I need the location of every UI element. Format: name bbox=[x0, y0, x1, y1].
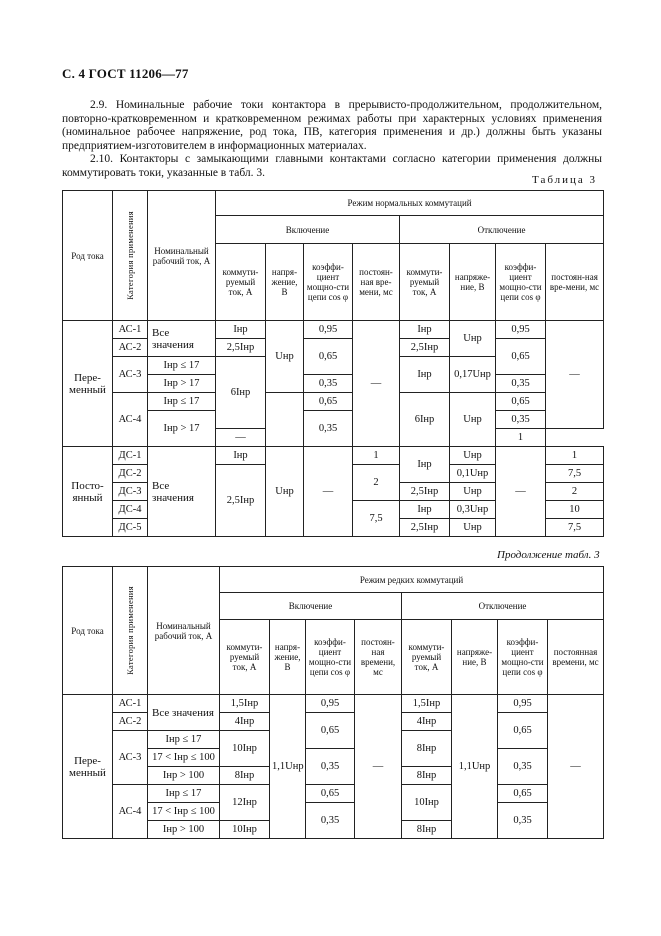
nominal-all: Все значения bbox=[148, 321, 216, 357]
cell: 8Iнр bbox=[402, 767, 452, 785]
header-mode: Режим нормальных коммутаций bbox=[216, 191, 604, 216]
cell: 17 < Iнр ≤ 100 bbox=[148, 803, 220, 821]
cat-dc4: ДС-4 bbox=[113, 501, 148, 519]
table-continuation-caption: Продолжение табл. 3 bbox=[497, 549, 600, 561]
header-category: Категория применения bbox=[113, 567, 148, 695]
cell: 10Iнр bbox=[402, 785, 452, 821]
cell: 2,5Iнр bbox=[216, 339, 266, 357]
cell: 0,35 bbox=[498, 803, 548, 839]
cell: 7,5 bbox=[353, 501, 400, 537]
table-3 bbox=[62, 190, 604, 537]
cat-dc3: ДС-3 bbox=[113, 483, 148, 501]
kind-dc: Посто-янный bbox=[63, 447, 113, 537]
cell: Uнр bbox=[266, 321, 304, 393]
cell: 0,95 bbox=[498, 695, 548, 713]
cell: Iнр bbox=[216, 321, 266, 339]
cell: Iнр ≤ 17 bbox=[148, 393, 216, 411]
cat-dc2: ДС-2 bbox=[113, 465, 148, 483]
cell: 0,35 bbox=[496, 375, 546, 393]
cell: 0,35 bbox=[304, 411, 353, 447]
cell: 10Iнр bbox=[220, 731, 270, 767]
cell: 8Iнр bbox=[402, 731, 452, 767]
body-text bbox=[62, 99, 602, 181]
cell: 0,65 bbox=[304, 393, 353, 411]
cell: 0,35 bbox=[304, 375, 353, 393]
cell: 6Iнр bbox=[216, 357, 266, 429]
header-current-kind: Род тока bbox=[63, 567, 113, 695]
header-make: Включение bbox=[216, 216, 400, 244]
cell: Iнр bbox=[216, 447, 266, 465]
header-category: Категория применения bbox=[113, 191, 148, 321]
cell: 2 bbox=[353, 465, 400, 501]
header-switched-current: коммути-руемый ток, А bbox=[220, 620, 270, 695]
cell: Uнр bbox=[450, 483, 496, 501]
cell: — bbox=[546, 321, 604, 429]
cat-ac1: АС-1 bbox=[113, 695, 148, 713]
header-time-constant: постоян-ная времени, мс bbox=[355, 620, 402, 695]
cell: Iнр > 17 bbox=[148, 375, 216, 393]
cell: 0,35 bbox=[306, 749, 355, 785]
cell: — bbox=[304, 447, 353, 537]
paragraph-2-10: 2.10. Контакторы с замыкающими главными контактами согласно категории применения должны коммутировать токи, указанные в табл. 3. bbox=[62, 153, 602, 179]
cell: 10Iнр bbox=[220, 821, 270, 839]
cell: 0,95 bbox=[306, 695, 355, 713]
cell: Iнр bbox=[400, 447, 450, 483]
cell: — bbox=[353, 321, 400, 447]
header-mode: Режим редких коммутаций bbox=[220, 567, 604, 593]
cell: 0,65 bbox=[496, 339, 546, 375]
cell: 4Iнр bbox=[402, 713, 452, 731]
header-nominal-current: Номинальный рабочий ток, А bbox=[148, 191, 216, 321]
header-power-factor: коэффи-циент мощно-сти цепи cos φ bbox=[498, 620, 548, 695]
cell: 8Iнр bbox=[220, 767, 270, 785]
cell: Iнр ≤ 17 bbox=[148, 785, 220, 803]
nominal-all: Все значения bbox=[148, 447, 216, 537]
header-break: Отключение bbox=[402, 593, 604, 620]
cell: 0,65 bbox=[498, 785, 548, 803]
header-power-factor: коэффи-циент мощно-сти цепи cos φ bbox=[306, 620, 355, 695]
header-switched-current: коммути-руемый ток, А bbox=[400, 244, 450, 321]
cell: 0,65 bbox=[306, 785, 355, 803]
cell: Iнр > 100 bbox=[148, 821, 220, 839]
cell: — bbox=[355, 695, 402, 839]
cell: — bbox=[548, 695, 604, 839]
table-3-continued bbox=[62, 566, 604, 839]
cat-ac3: АС-3 bbox=[113, 731, 148, 785]
cat-ac3: АС-3 bbox=[113, 357, 148, 393]
header-switched-current: коммути-руемый ток, А bbox=[402, 620, 452, 695]
cell: 6Iнр bbox=[400, 393, 450, 447]
cat-ac4: АС-4 bbox=[113, 393, 148, 447]
cell: 1,5Iнр bbox=[220, 695, 270, 713]
cell: 0,65 bbox=[496, 393, 546, 411]
cell: 4Iнр bbox=[220, 713, 270, 731]
cell: 0,35 bbox=[498, 749, 548, 785]
cell: 8Iнр bbox=[402, 821, 452, 839]
kind-ac: Пере-менный bbox=[63, 321, 113, 447]
page-header: С. 4 ГОСТ 11206—77 bbox=[62, 66, 189, 81]
header-break: Отключение bbox=[400, 216, 604, 244]
cell: Iнр bbox=[400, 501, 450, 519]
cell: 12Iнр bbox=[220, 785, 270, 821]
cell: Iнр > 17 bbox=[148, 411, 216, 447]
cat-dc1: ДС-1 bbox=[113, 447, 148, 465]
cell: 2,5Iнр bbox=[400, 483, 450, 501]
cell: Uнр bbox=[450, 321, 496, 357]
cell: 7,5 bbox=[546, 465, 604, 483]
cell: Iнр > 100 bbox=[148, 767, 220, 785]
cell: Uнр bbox=[450, 393, 496, 447]
kind-ac: Пере-менный bbox=[63, 695, 113, 839]
header-time-constant: постоян-ная вре-мени, мс bbox=[353, 244, 400, 321]
header-voltage: напря-жение, В bbox=[270, 620, 306, 695]
cell: Iнр ≤ 17 bbox=[148, 357, 216, 375]
cat-ac2: АС-2 bbox=[113, 339, 148, 357]
cell: 17 < Iнр ≤ 100 bbox=[148, 749, 220, 767]
header-voltage: напряже-ние, В bbox=[452, 620, 498, 695]
cell: 2,5Iнр bbox=[400, 339, 450, 357]
cell: 7,5 bbox=[546, 519, 604, 537]
header-nominal-current: Номинальный рабочий ток, А bbox=[148, 567, 220, 695]
header-power-factor: коэффи-циент мощно-сти цепи cos φ bbox=[304, 244, 353, 321]
header-voltage: напряже-ние, В bbox=[450, 244, 496, 321]
cell: 1,1Uнр bbox=[452, 695, 498, 839]
cat-ac2: АС-2 bbox=[113, 713, 148, 731]
cell: 0,1Uнр bbox=[450, 465, 496, 483]
cell: 1 bbox=[546, 447, 604, 465]
cell: 2,5Iнр bbox=[400, 519, 450, 537]
cell: 0,95 bbox=[304, 321, 353, 339]
cell: Uнр bbox=[450, 519, 496, 537]
header-switched-current: коммути-руемый ток, А bbox=[216, 244, 266, 321]
cell: Iнр ≤ 17 bbox=[148, 731, 220, 749]
cell: 0,17Uнр bbox=[450, 357, 496, 393]
cell: Uнр bbox=[450, 447, 496, 465]
table-caption: Таблица 3 bbox=[532, 174, 598, 186]
cell: 0,35 bbox=[496, 411, 546, 429]
cell: Iнр bbox=[400, 357, 450, 393]
cell: 2 bbox=[546, 483, 604, 501]
cell: 0,35 bbox=[306, 803, 355, 839]
cell: Uнр bbox=[266, 447, 304, 537]
cell: 1 bbox=[496, 429, 546, 447]
cell: 1 bbox=[353, 447, 400, 465]
header-power-factor: коэффи-циент мощно-сти цепи cos φ bbox=[496, 244, 546, 321]
cell: 1,5Iнр bbox=[402, 695, 452, 713]
cell: 10 bbox=[546, 501, 604, 519]
cell: — bbox=[216, 429, 266, 447]
cell: 0,3Uнр bbox=[450, 501, 496, 519]
cell: 0,65 bbox=[306, 713, 355, 749]
header-current-kind: Род тока bbox=[63, 191, 113, 321]
nominal-all: Все значения bbox=[148, 695, 220, 731]
cat-ac1: АС-1 bbox=[113, 321, 148, 339]
cell-empty bbox=[266, 393, 304, 447]
cell: Iнр bbox=[400, 321, 450, 339]
cat-ac4: АС-4 bbox=[113, 785, 148, 839]
header-time-constant: постоян-ная вре-мени, мс bbox=[546, 244, 604, 321]
cell: 0,95 bbox=[496, 321, 546, 339]
paragraph-2-9: 2.9. Номинальные рабочие токи контактора в прерывисто-продолжительном, продолжительном, повторно-кратковременном и кратковременном режимах работы при характерных условиях применения (номинальное рабочее напряжение, род тока, ПВ, категория применения и др.) должны быть указаны предприятием-изготовителем в информационных материалах. bbox=[62, 99, 602, 152]
cell: 0,65 bbox=[304, 339, 353, 375]
header-time-constant: постоянная времени, мс bbox=[548, 620, 604, 695]
header-voltage: напря-жение, В bbox=[266, 244, 304, 321]
cell: 2,5Iнр bbox=[216, 465, 266, 537]
cell: 1,1Uнр bbox=[270, 695, 306, 839]
cell: 0,65 bbox=[498, 713, 548, 749]
cell: — bbox=[496, 447, 546, 537]
header-make: Включение bbox=[220, 593, 402, 620]
cat-dc5: ДС-5 bbox=[113, 519, 148, 537]
